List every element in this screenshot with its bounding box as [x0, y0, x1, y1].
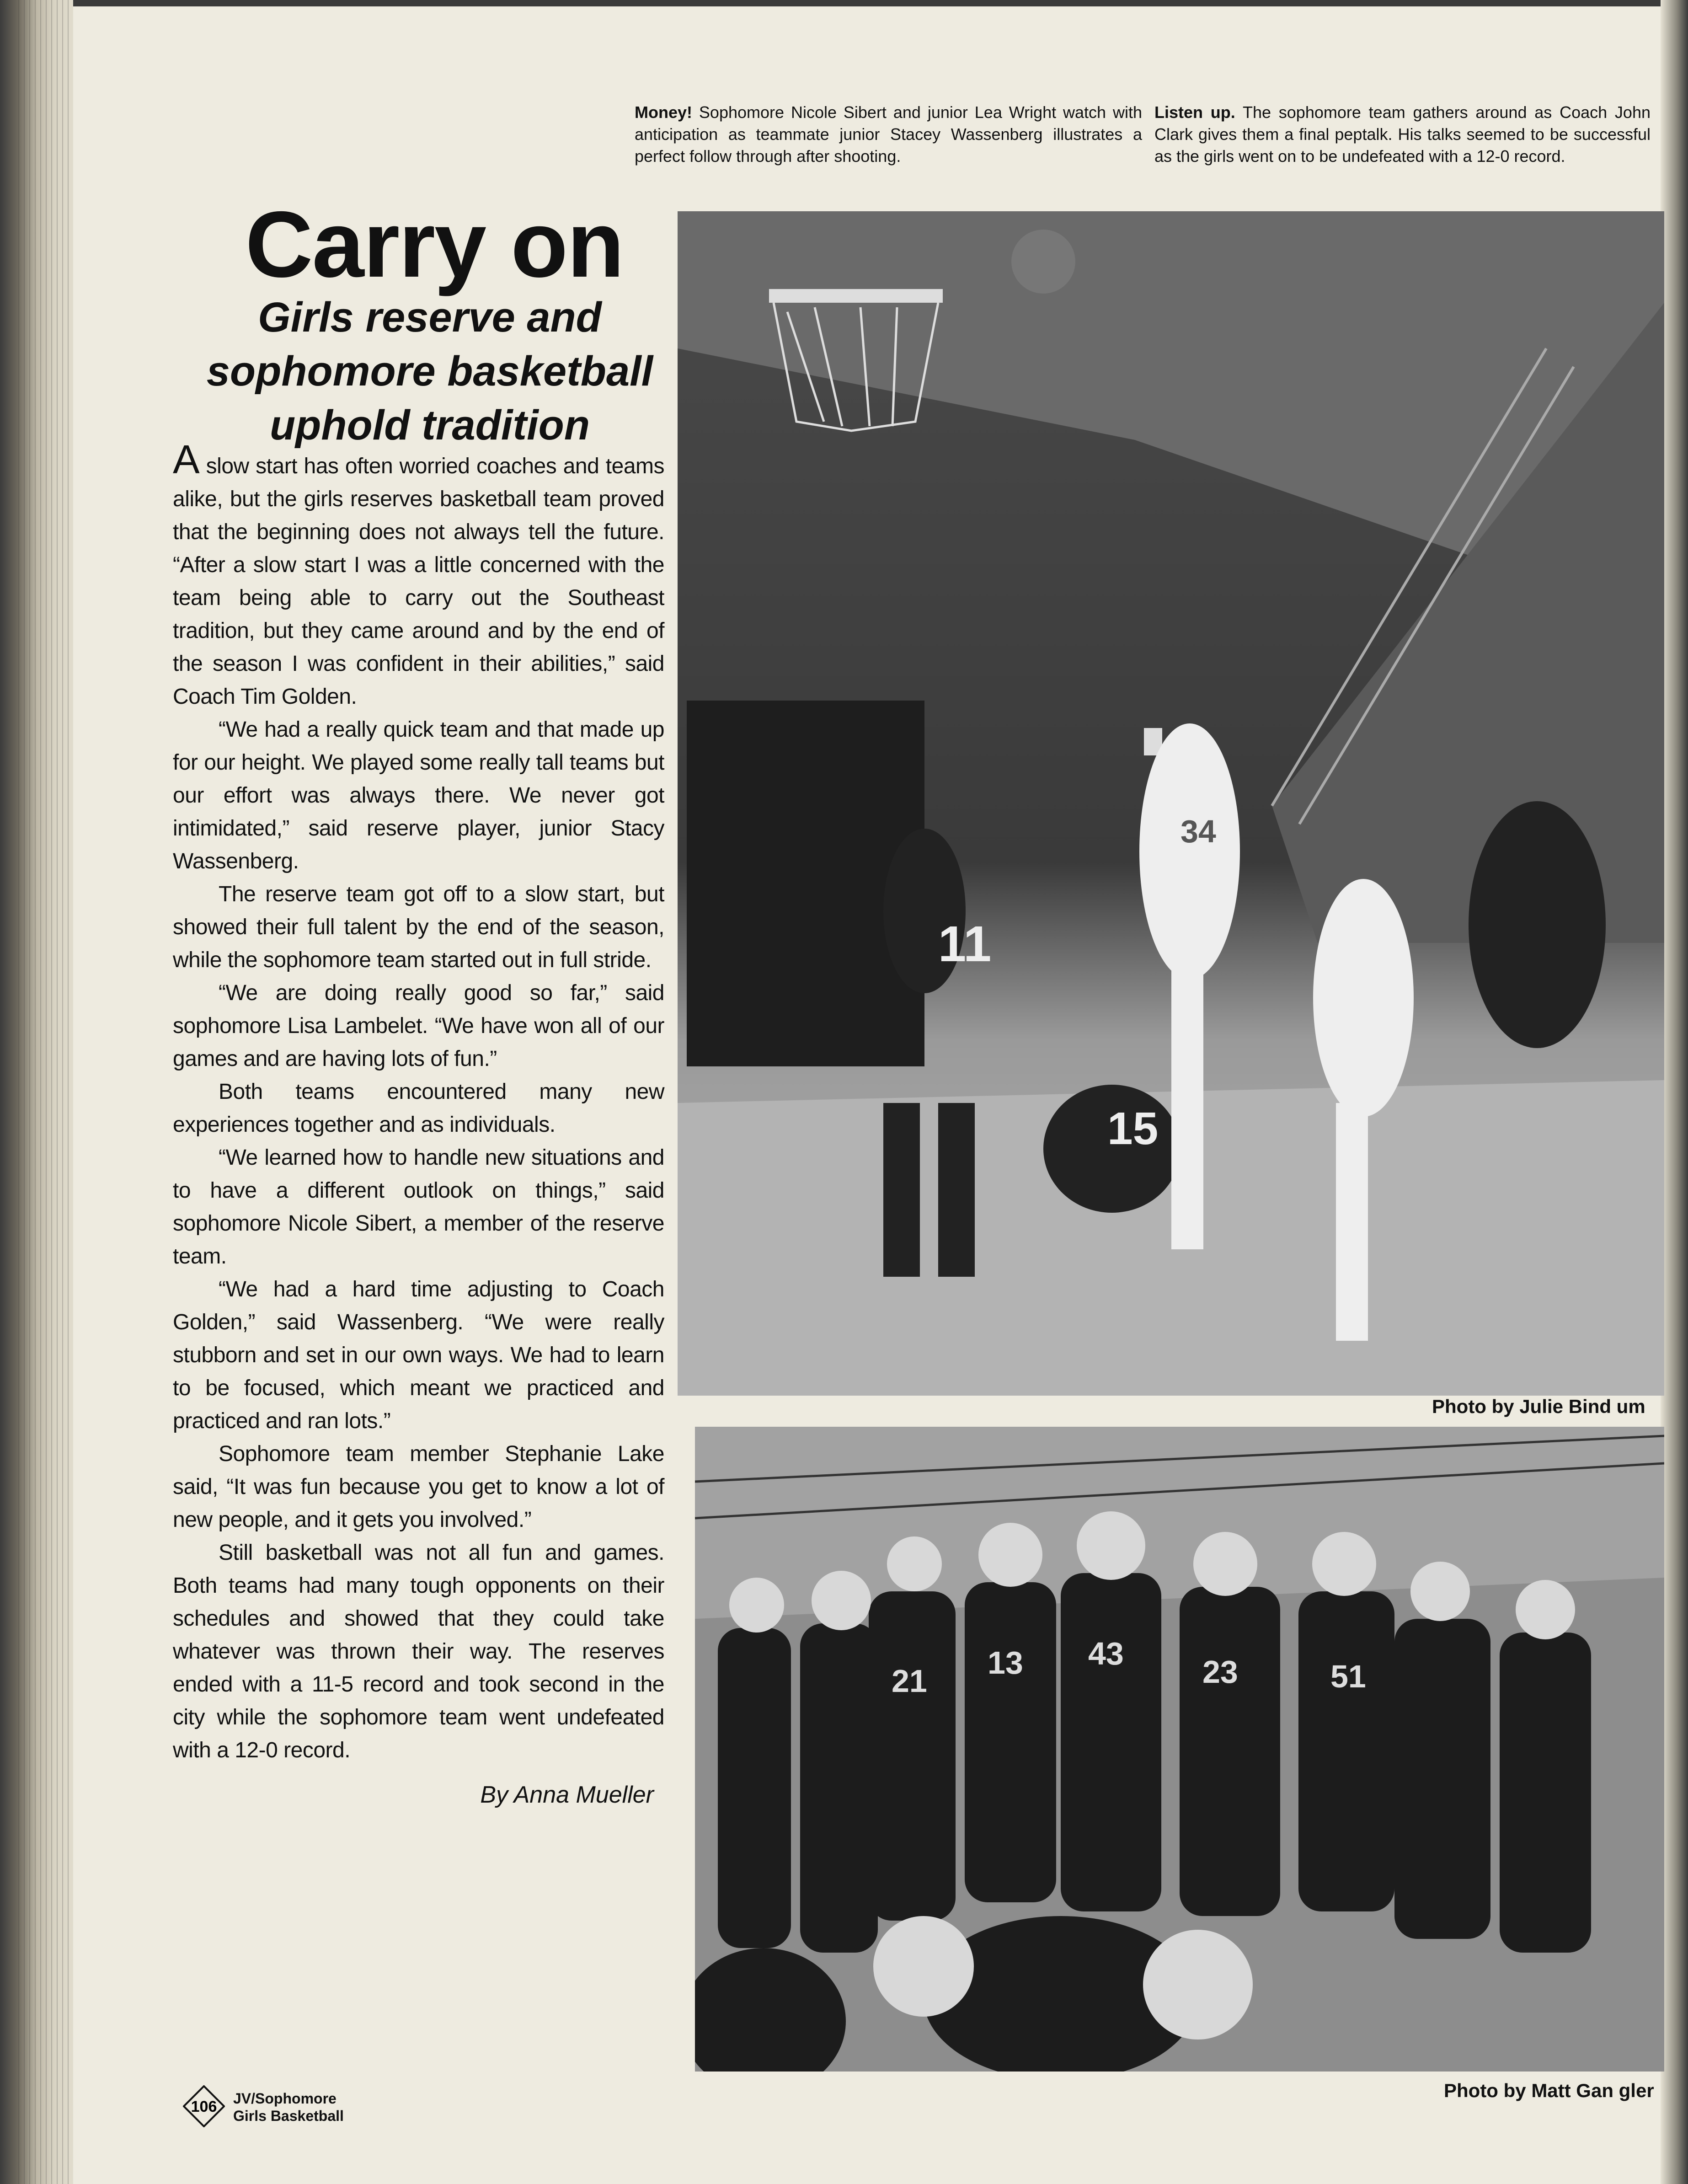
right-page-edge — [1661, 0, 1688, 2184]
jersey-number: 43 — [1088, 1636, 1124, 1671]
jersey-number: 21 — [892, 1663, 927, 1699]
page-number-badge — [183, 2085, 225, 2127]
photo-team-huddle — [695, 1427, 1664, 2072]
article-paragraph: Sophomore team member Stephanie Lake said, “It was fun because you get to know a lot of new people, and it gets you involved.” — [173, 1442, 664, 1532]
jersey-number: 11 — [938, 916, 992, 972]
page-number: 106 — [191, 2098, 217, 2115]
article-paragraph: “We had a hard time adjusting to Coach Golden,” said Wassenberg. “We were really stubborn and set in our own ways. We had to learn to be focused, which meant we practiced and practiced and ran lots.” — [173, 1277, 664, 1433]
top-shadow — [73, 0, 1664, 6]
photo-caption-top — [635, 102, 1142, 167]
photo-credit: Photo by Matt Gan gler — [1444, 2080, 1654, 2101]
article-paragraph: A slow start has often worried coaches and teams alike, but the girls reserves basketball team proved that the beginning does not always tell the future. “After a slow start I was a little concerned with the team being able to carry out the Southeast tradition, but they came around and by the end of the season I was confident in their abilities,” said Coach Tim Golden. — [173, 437, 664, 709]
headline: Carry on — [245, 192, 624, 297]
jersey-number: 15 — [1107, 1103, 1159, 1154]
article-paragraph: “We learned how to handle new situations and to have a different outlook on things,” said sophomore Nicole Sibert, a member of the reserve team. — [173, 1146, 664, 1269]
caption-text: Sophomore Nicole Sibert and junior Lea Wright watch with anticipation as teammate junior Stacey Wassenberg illustrates a perfect follow through after shooting. — [635, 103, 1142, 166]
article-body — [173, 437, 664, 1767]
photo-jump-shot — [678, 211, 1664, 1396]
section-label — [233, 2090, 344, 2125]
caption-lead: Listen up. — [1154, 103, 1235, 122]
section-line: Girls Basketball — [233, 2108, 344, 2124]
article-paragraph: Still basketball was not all fun and games. Both teams had many tough opponents on their schedules and showed that they could take whatever was thrown their way. The reserves ended with a 11-5 record and took second in the city while the sophomore team went undefeated with a 12-0 record. — [173, 1541, 664, 1762]
drop-cap: A — [173, 437, 200, 482]
section-line: JV/Sophomore — [233, 2090, 337, 2107]
byline: By Anna Mueller — [480, 1782, 654, 1808]
photo-caption-bottom — [1154, 102, 1651, 167]
caption-text: The sophomore team gathers around as Coach John Clark gives them a final peptalk. His talks seemed to be successful as the girls went on to be undefeated with a 12-0 record. — [1154, 103, 1651, 166]
jersey-number: 13 — [988, 1645, 1023, 1681]
article-paragraph: “We had a really quick team and that made up for our height. We played some really tall teams but our effort was always there. We never got intimidated,” said reserve player, junior Stacy Wassenberg. — [173, 717, 664, 873]
subheadline: Girls reserve and sophomore basketball uphold tradition — [206, 294, 653, 449]
photo-credit: Photo by Julie Bind um — [1432, 1396, 1645, 1417]
article-paragraph: Both teams encountered many new experiences together and as individuals. — [173, 1080, 664, 1137]
jersey-number: 51 — [1330, 1659, 1366, 1694]
jersey-number: 34 — [1181, 814, 1216, 849]
article-paragraph: “We are doing really good so far,” said sophomore Lisa Lambelet. “We have won all of our games and are having lots of fun.” — [173, 981, 664, 1071]
caption-lead: Money! — [635, 103, 692, 122]
jersey-number: 23 — [1202, 1654, 1238, 1690]
article-paragraph: The reserve team got off to a slow start, but showed their full talent by the end of the season, while the sophomore team started out in full stride. — [173, 882, 664, 972]
